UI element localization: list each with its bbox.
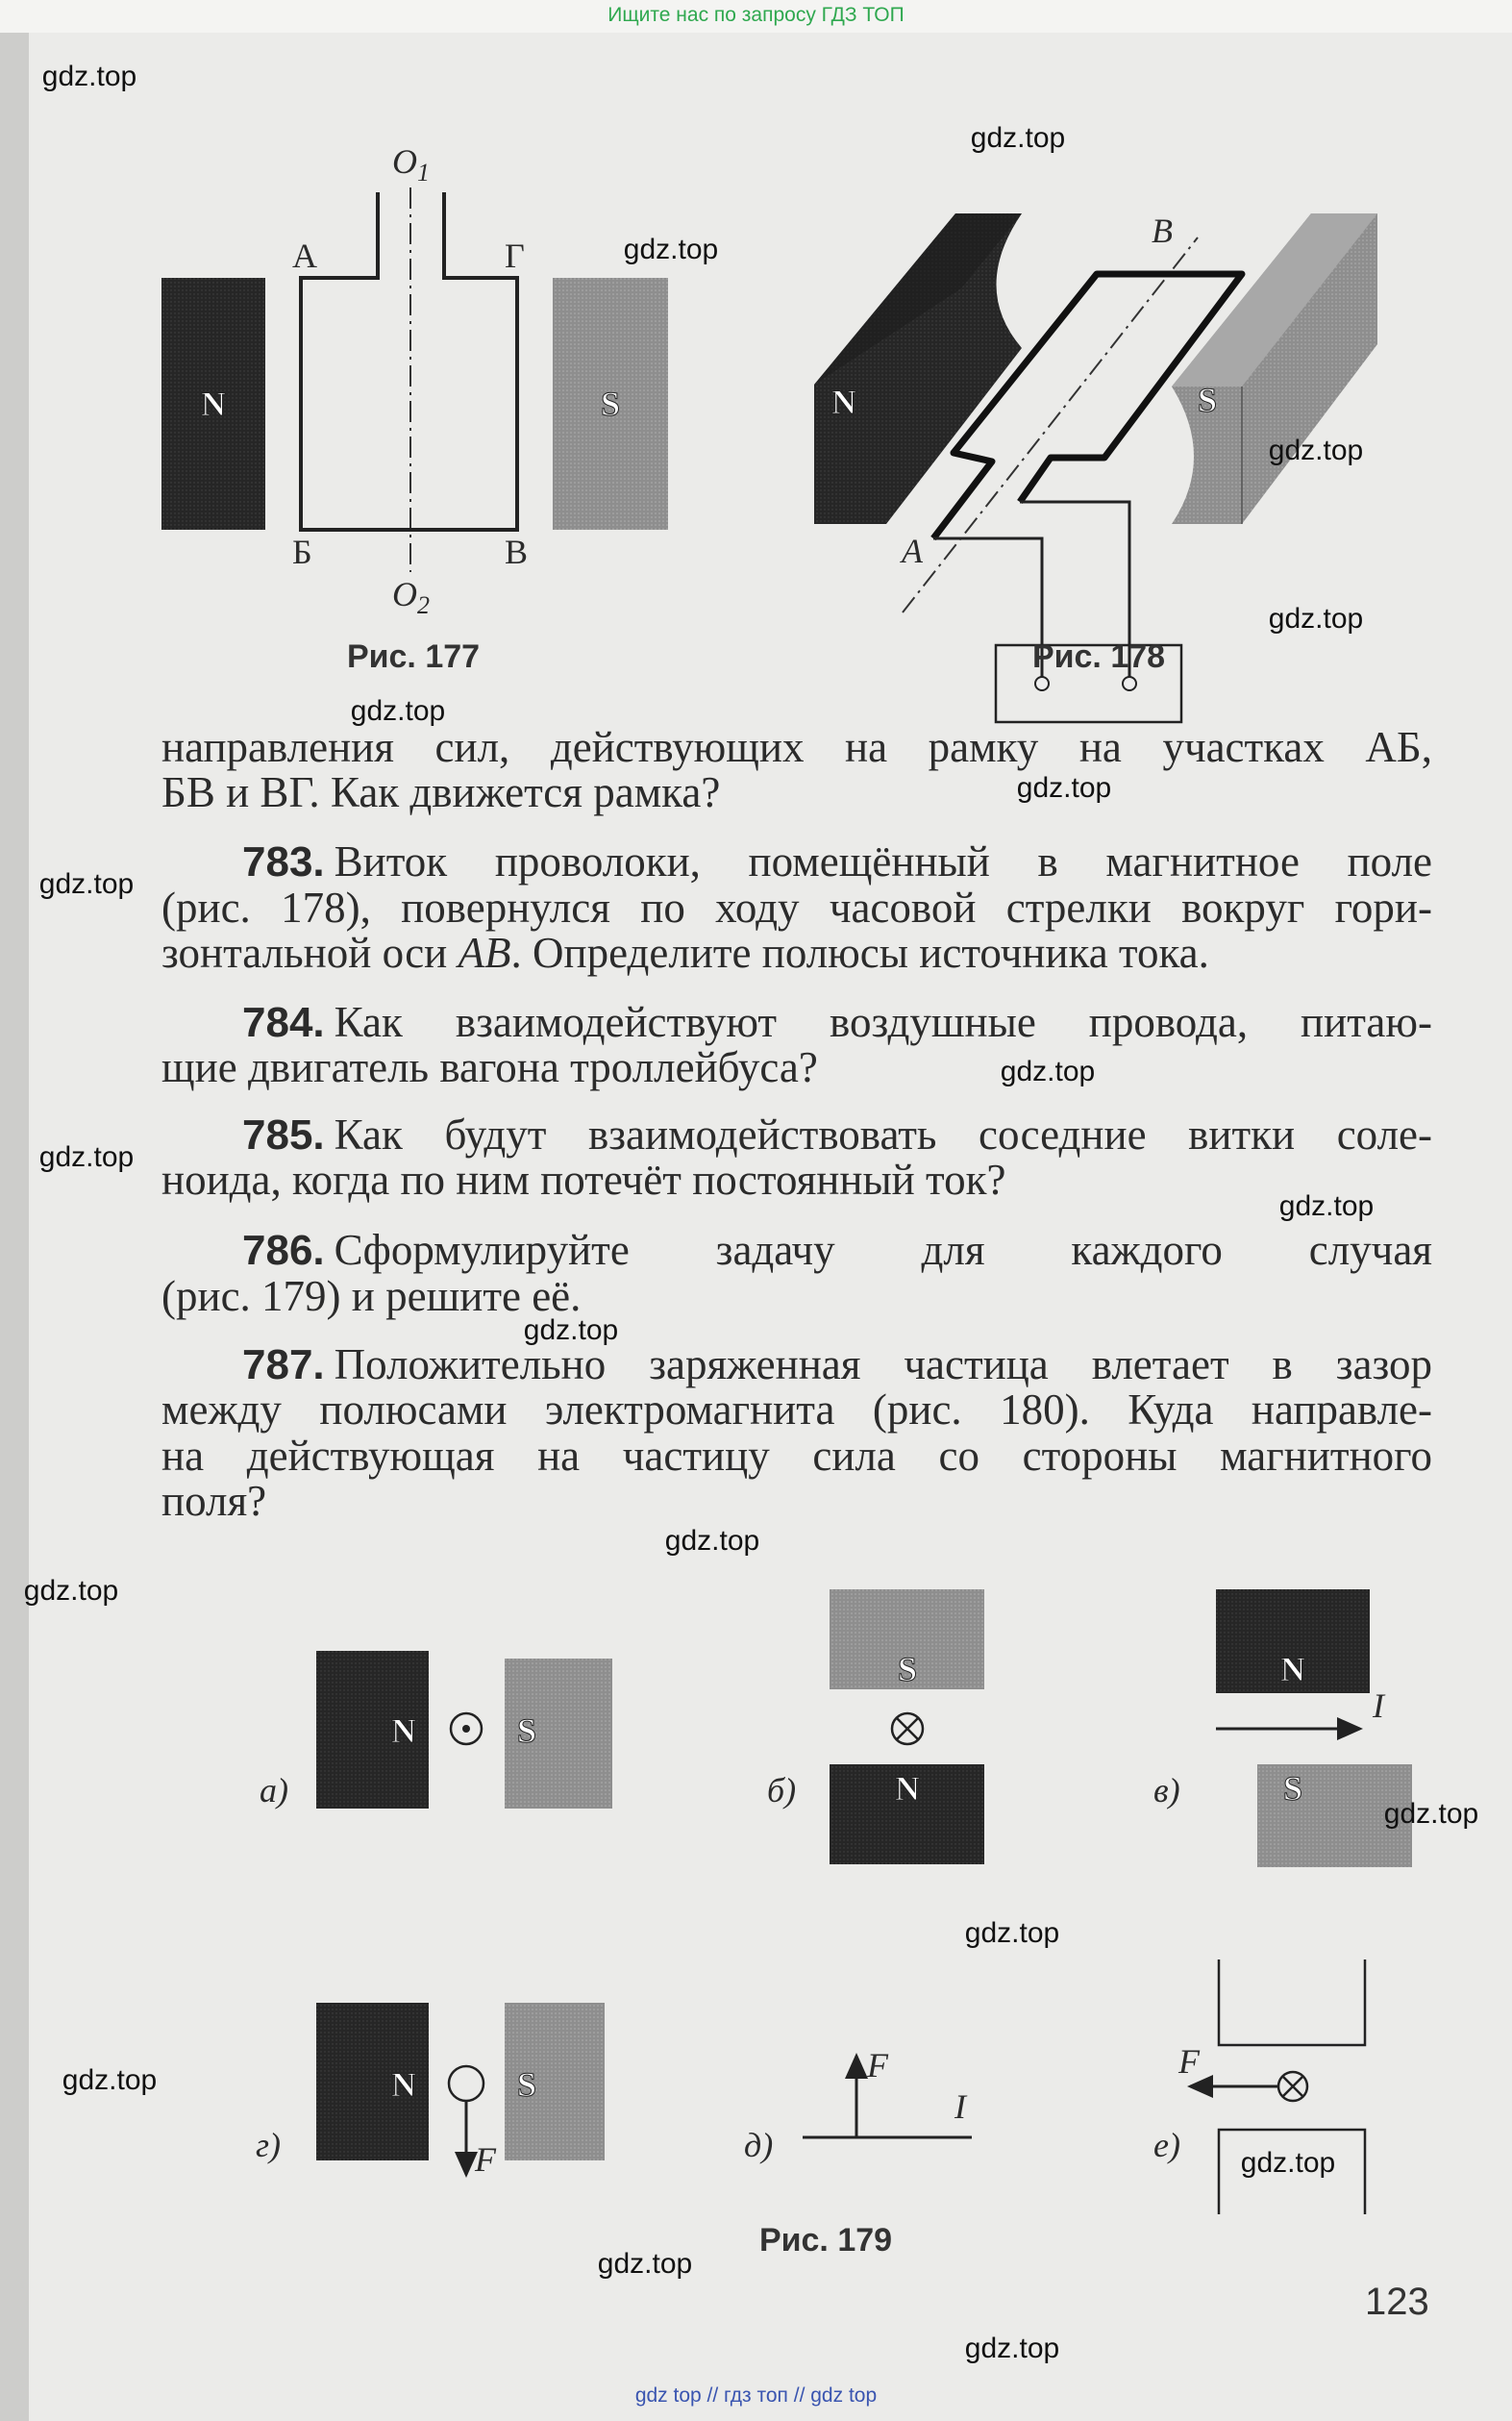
- figure-177-caption: Рис. 177: [346, 638, 481, 675]
- text-line: Виток проволоки, помещённый в магнитное поле: [334, 837, 1432, 886]
- magnet-s-label: S: [600, 385, 621, 423]
- watermark: gdz.top: [523, 1314, 619, 1346]
- label-g: Г: [505, 237, 525, 275]
- watermark: gdz.top: [350, 695, 446, 727]
- watermark: gdz.top: [62, 2064, 158, 2096]
- figure-178-caption: Рис. 178: [1031, 638, 1166, 675]
- watermark: gdz.top: [38, 1141, 135, 1173]
- text-line: Как взаимодействуют воздушные провода, питаю-: [334, 998, 1432, 1046]
- magnet-s-label: S: [1282, 1769, 1303, 1808]
- watermark: gdz.top: [1016, 772, 1112, 804]
- watermark: gdz.top: [41, 61, 137, 92]
- force-label: F: [1178, 2042, 1200, 2081]
- magnet-n-label: N: [201, 385, 226, 423]
- text-line: щие двигатель вагона троллейбуса?: [161, 1043, 818, 1091]
- page-number: 123: [1365, 2281, 1429, 2323]
- text-line: Сформулируйте задачу для каждого случая: [334, 1226, 1432, 1274]
- magnet-s-label: S: [516, 1711, 537, 1750]
- case-v-label: в): [1153, 1771, 1180, 1810]
- wire-circle: [449, 2066, 483, 2101]
- case-b-label: б): [767, 1771, 797, 1810]
- magnet-n-label: N: [391, 1711, 416, 1750]
- text-line: (рис. 178), повернулся по ходу часовой стрелки вокруг гори-: [161, 884, 1432, 932]
- case-g-label: г): [256, 2126, 282, 2164]
- figure-179: [256, 1589, 1412, 2214]
- watermark: gdz.top: [1240, 2147, 1336, 2179]
- case-a-label: а): [260, 1771, 288, 1810]
- figure-177: [161, 142, 668, 619]
- force-label: F: [867, 2046, 888, 2084]
- watermark: gdz.top: [964, 1917, 1060, 1949]
- label-a: A: [902, 532, 923, 570]
- magnet-n-label: N: [895, 1769, 920, 1808]
- label-b: Б: [292, 533, 312, 571]
- watermark: gdz.top: [964, 2333, 1060, 2364]
- case-e-label: е): [1153, 2126, 1180, 2164]
- text-line: Как будут взаимодействовать соседние витки соле-: [334, 1111, 1432, 1159]
- problem-number: 783.: [242, 838, 325, 886]
- dot-out-icon: [451, 1713, 482, 1744]
- current-label: I: [954, 2087, 966, 2126]
- text-line: на действующая на частицу сила со стороны магнитного: [161, 1432, 1432, 1480]
- case-d-label: д): [744, 2126, 774, 2164]
- text-line: ноида, когда по ним потечёт постоянный ток?: [161, 1156, 1006, 1204]
- watermark: gdz.top: [1383, 1798, 1479, 1830]
- watermark: gdz.top: [1268, 435, 1364, 466]
- problem-787: [242, 1341, 1432, 1388]
- text-line: Положительно заряженная частица влетает в зазор: [334, 1340, 1432, 1388]
- o1-label: $O_1$: [392, 142, 430, 187]
- cross-in-icon: [1278, 2072, 1307, 2101]
- watermark: gdz.top: [23, 1575, 119, 1607]
- magnet-s-label: S: [516, 2065, 537, 2104]
- text-line: зонтальной оси AB. Определите полюсы источника тока.: [161, 929, 1209, 977]
- magnet-s-label: S: [897, 1650, 918, 1688]
- watermark: gdz.top: [1268, 603, 1364, 635]
- watermark: gdz.top: [1278, 1190, 1375, 1222]
- magnet-n-label: N: [1280, 1650, 1305, 1688]
- text-line: поля?: [161, 1477, 267, 1525]
- text-line: направления сил, действующих на рамку на участках АБ,: [161, 723, 1432, 771]
- watermark: gdz.top: [623, 234, 719, 265]
- problem-784: [242, 999, 1432, 1046]
- problem-number: 785.: [242, 1111, 325, 1159]
- problem-number: 784.: [242, 999, 325, 1046]
- current-label: I: [1373, 1686, 1384, 1725]
- figure-179-caption: Рис. 179: [758, 2222, 893, 2259]
- problem-786: [242, 1227, 1432, 1274]
- magnet-n-label: N: [391, 2065, 416, 2104]
- cross-in-icon: [892, 1713, 923, 1744]
- text-line: (рис. 179) и решите её.: [161, 1272, 582, 1320]
- force-label: F: [475, 2140, 496, 2179]
- problem-783: [242, 838, 1432, 886]
- footer-links[interactable]: gdz top // гдз топ // gdz top: [634, 2384, 878, 2407]
- label-b: B: [1152, 212, 1173, 250]
- text-line: БВ и ВГ. Как движется рамка?: [161, 768, 721, 816]
- o2-label: $O_2$: [392, 575, 430, 619]
- search-banner[interactable]: Ищите нас по запросу ГДЗ ТОП: [607, 4, 905, 26]
- watermark: gdz.top: [664, 1525, 760, 1557]
- label-a: А: [292, 237, 317, 275]
- watermark: gdz.top: [597, 2248, 693, 2280]
- problem-number: 786.: [242, 1227, 325, 1274]
- label-v: В: [505, 533, 529, 571]
- problem-number: 787.: [242, 1341, 325, 1388]
- magnet-s-label: S: [1197, 381, 1218, 419]
- wire-frame: [301, 192, 517, 530]
- magnet-top-outline: [1219, 1959, 1365, 2045]
- watermark: gdz.top: [38, 868, 135, 900]
- problem-785: [242, 1111, 1432, 1159]
- watermark: gdz.top: [1000, 1056, 1096, 1087]
- magnet-n-label: N: [831, 383, 856, 421]
- watermark: gdz.top: [970, 122, 1066, 154]
- text-line: между полюсами электромагнита (рис. 180). Куда направле-: [161, 1385, 1432, 1434]
